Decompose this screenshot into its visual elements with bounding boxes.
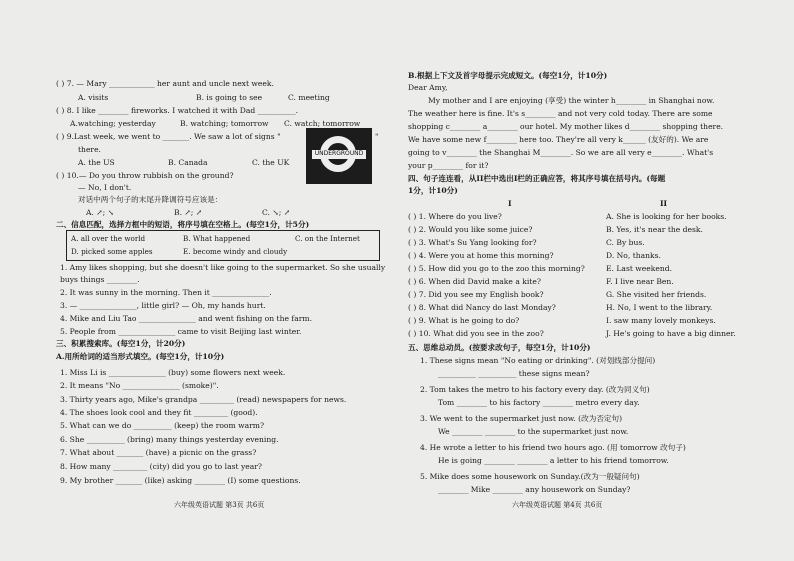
sentence-1b: buys things ________.	[60, 275, 140, 284]
sentence-5: 5. People from _______________ came to visit Beijing last winter.	[60, 327, 302, 336]
right-page	[408, 72, 770, 520]
q7-option-b: B. is going to see	[196, 93, 263, 102]
underground-sign-image	[306, 128, 372, 184]
match-answer: C. By bus.	[606, 238, 645, 247]
q7-option-c: C. meeting	[288, 93, 330, 102]
q9-option-b: B. Canada	[168, 158, 208, 167]
match-answer: E. Last weekend.	[606, 264, 673, 273]
q10-option-b: B. ↗; ↗	[174, 208, 203, 217]
match-question: ( ) 8. What did Nancy do last Monday?	[408, 303, 556, 312]
phrase-e: E. become windy and cloudy	[183, 247, 288, 256]
letter-line-4: We have some new f________ here too. They're all very k______ (友好的). We are	[408, 135, 709, 144]
phrase-d: D. picked some apples	[71, 247, 153, 256]
q8-option-b: B. watching; tomorrow	[180, 119, 269, 128]
section-2-title: 二、信息匹配，选择方框中的短语，将序号填在空格上。(每空1分，计5分)	[56, 220, 310, 229]
letter-greeting: Dear Amy,	[408, 83, 448, 92]
question-7: ( ) 7. — Mary ____________ her aunt and uncle next week.	[56, 79, 274, 88]
match-answer: B. Yes, it's near the desk.	[606, 225, 703, 234]
rewrite-5: 5. Mike does some housework on Sunday.(改为一般疑问句)	[420, 472, 640, 481]
rewrite-4: 4. He wrote a letter to his friend two hours ago. (用 tomorrow 改句子)	[420, 443, 686, 452]
section-3a-title: A.用所给词的适当形式填空。(每空1分，计10分)	[56, 352, 225, 361]
section-4-title-2: 1分，计10分)	[408, 186, 458, 195]
left-page-footer: 六年级英语试题 第3页 共6页	[174, 501, 265, 509]
rewrite-2-answer: Tom ________ to his factory ________ metro every day.	[438, 398, 640, 407]
section-3-title: 三、积累搜索库。(每空1分，计20分)	[56, 339, 186, 348]
match-answer: I. saw many lovely monkeys.	[606, 316, 716, 325]
underground-sign-text: UNDERGROUND	[314, 150, 364, 157]
match-answer: A. She is looking for her books.	[606, 212, 727, 221]
q8-option-c: C. watch; tomorrow	[284, 119, 361, 128]
phrase-box	[66, 230, 380, 261]
match-answer: G. She visited her friends.	[606, 290, 707, 299]
fill-1: 1. Miss Li is _______________ (buy) some flowers next week.	[60, 368, 286, 377]
column-i-header: I	[508, 199, 512, 208]
fill-7: 7. What about _______ (have) a picnic on the grass?	[60, 448, 257, 457]
rewrite-3: 3. We went to the supermarket just now. (改为否定句)	[420, 414, 623, 423]
match-question: ( ) 4. Were you at home this morning?	[408, 251, 554, 260]
match-question: ( ) 9. What is he going to do?	[408, 316, 520, 325]
letter-line-2: The weather here is fine. It's s________ and not very cold today. There are some	[408, 109, 713, 118]
left-page	[56, 72, 412, 520]
q9-quote-end: "	[375, 132, 379, 141]
q9-option-c: C. the UK	[252, 158, 290, 167]
question-8: ( ) 8. I like ________ fireworks. I watched it with Dad __________.	[56, 106, 299, 115]
rewrite-2: 2. Tom takes the metro to his factory every day. (改为同义句)	[420, 385, 650, 394]
phrase-a: A. all over the world	[71, 234, 146, 243]
rewrite-5-answer: ________ Mike ________ any housework on Sunday?	[438, 485, 631, 494]
q7-option-a: A. visits	[78, 93, 109, 102]
q9-there: there.	[78, 145, 101, 154]
fill-8: 8. How many _________ (city) did you go to last year?	[60, 462, 262, 471]
rewrite-1-answer: __________ __________ these signs mean?	[438, 369, 590, 378]
match-question: ( ) 10. What did you see in the zoo?	[408, 329, 544, 338]
match-question: ( ) 6. When did David make a kite?	[408, 277, 541, 286]
match-question: ( ) 2. Would you like some juice?	[408, 225, 533, 234]
letter-line-6: your p________ for it?	[408, 161, 489, 170]
q10-option-c: C. ↘; ↗	[262, 208, 291, 217]
section-4-title: 四、句子连连看，从II栏中选出I栏的正确应答，将其序号填在括号内。(每题	[408, 174, 666, 183]
match-answer: J. He's going to have a big dinner.	[606, 329, 736, 338]
sentence-3: 3. — _______________, little girl? — Oh, my hands hurt.	[60, 301, 266, 310]
question-10: ( ) 10.— Do you throw rubbish on the ground?	[56, 171, 234, 180]
fill-5: 5. What can we do __________ (keep) the room warm?	[60, 421, 265, 430]
match-answer: F. I live near Ben.	[606, 277, 674, 286]
phrase-c: C. on the Internet	[295, 234, 360, 243]
letter-line-1: My mother and I are enjoying (享受) the winter h________ in Shanghai now.	[428, 96, 715, 105]
letter-line-3: shopping c________ a________ our hotel. My mother likes d________ shopping there.	[408, 122, 724, 131]
right-page-footer: 六年级英语试题 第4页 共6页	[512, 501, 603, 509]
q8-option-a: A.watching; yesterday	[70, 119, 156, 128]
sentence-1: 1. Amy likes shopping, but she doesn't like going to the supermarket. So she usually	[60, 263, 386, 272]
q9-option-a: A. the US	[78, 158, 115, 167]
match-question: ( ) 7. Did you see my English book?	[408, 290, 544, 299]
q10-option-a: A. ↗; ↘	[86, 208, 115, 217]
match-question: ( ) 3. What's Su Yang looking for?	[408, 238, 537, 247]
fill-4: 4. The shoes look cool and they fit _________ (good).	[60, 408, 258, 417]
column-ii-header: II	[660, 199, 668, 208]
q10-instruction: 对话中两个句子的末尾升降调符号应该是：	[78, 195, 223, 204]
match-answer: H. No, I went to the library.	[606, 303, 713, 312]
section-b-title: B.根据上下文及首字母提示完成短文。(每空1分，计10分)	[408, 71, 608, 80]
fill-6: 6. She __________ (bring) many things yesterday evening.	[60, 435, 279, 444]
letter-line-5: going to v________ the Shanghai M________. So we are all very e________. What's	[408, 148, 714, 157]
sentence-4: 4. Mike and Liu Tao _______________ and went fishing on the farm.	[60, 314, 312, 323]
question-9: ( ) 9.Last week, we went to _______. We saw a lot of signs "	[56, 132, 281, 141]
match-answer: D. No, thanks.	[606, 251, 661, 260]
section-5-title: 五、思维总动员。(按要求改句子，每空1分，计10分)	[408, 343, 591, 352]
fill-9: 9. My brother _______ (like) asking ________ (I) some questions.	[60, 476, 301, 485]
q10-answer: — No, I don't.	[78, 183, 132, 192]
match-question: ( ) 1. Where do you live?	[408, 212, 502, 221]
fill-2: 2. It means "No _______________ (smoke)".	[60, 381, 219, 390]
fill-3: 3. Thirty years ago, Mike's grandpa _________ (read) newspapers for news.	[60, 395, 347, 404]
sentence-2: 2. It was sunny in the morning. Then it _______________.	[60, 288, 272, 297]
phrase-b: B. What happened	[183, 234, 251, 243]
rewrite-1: 1. These signs mean "No eating or drinking". (对划线部分提问)	[420, 356, 656, 365]
rewrite-3-answer: We ________ ________ to the supermarket just now.	[438, 427, 629, 436]
rewrite-4-answer: He is going ________ ________ a letter to his friend tomorrow.	[438, 456, 669, 465]
match-question: ( ) 5. How did you go to the zoo this morning?	[408, 264, 585, 273]
